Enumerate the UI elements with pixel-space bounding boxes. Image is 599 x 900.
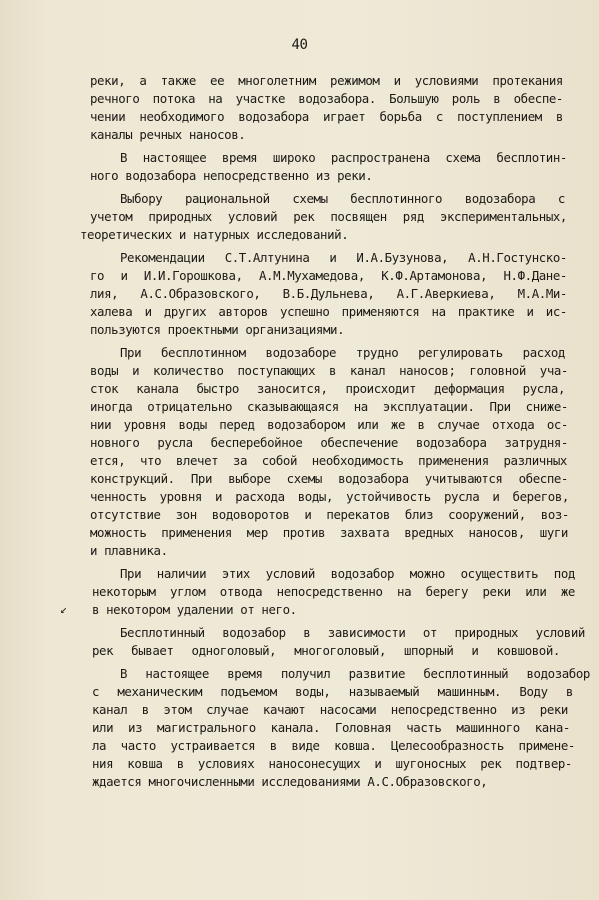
text-line: ждается многочисленными исследованиями А.С.Образовского, (92, 774, 488, 789)
text-line: ла часто устраивается в виде ковша. Целесообразность примене- (92, 738, 575, 753)
text-line: ного водозабора непосредственно из реки. (90, 168, 373, 183)
text-line: некоторым углом отвода непосредственно на берегу реки или же (92, 584, 575, 599)
text-line: В настоящее время широко распространена схема бесплотин- (120, 150, 567, 165)
text-line: воды и количество поступающих в канал наносов; головной уча- (90, 363, 568, 378)
text-line: с механическим подъемом воды, называемый машинным. Воду в (92, 684, 573, 699)
margin-mark: ↙ (60, 602, 67, 616)
text-line: халева и других авторов успешно применяются на практике и ис- (90, 304, 567, 319)
page-number: 40 (291, 37, 308, 53)
text-line: рек бывает одноголовый, многоголовый, шпорный и ковшовой. (92, 643, 560, 658)
text-line: При наличии этих условий водозабор можно осуществить под (120, 566, 575, 581)
text-line: канал в этом случае качают насосами непосредственно из реки (92, 702, 568, 717)
text-line: можность применения мер против захвата вредных наносов, шуги (90, 525, 568, 540)
text-line: и плавника. (90, 543, 168, 558)
text-line: учетом природных условий рек посвящен ряд экспериментальных, (90, 209, 567, 224)
text-line: пользуются проектными организациями. (90, 322, 345, 337)
text-line: теоретических и натурных исследований. (80, 227, 349, 242)
text-line: ния ковша в условиях наносонесущих и шугоносных рек подтвер- (92, 756, 572, 771)
text-line: в некотором удалении от него. (92, 602, 297, 617)
text-line: новного русла бесперебойное обеспечение водозабора затрудня- (90, 435, 568, 450)
text-line: Бесплотинный водозабор в зависимости от природных условий (120, 625, 585, 640)
text-line: лия, А.С.Образовского, В.Б.Дульнева, А.Г.Аверкиева, М.А.Ми- (90, 286, 567, 301)
text-line: го и И.И.Горошкова, А.М.Мухамедова, К.Ф.Артамонова, Н.Ф.Дане- (90, 268, 567, 283)
text-line: чении необходимого водозабора играет борьба с поступлением в (90, 109, 563, 124)
text-line: сток канала быстро заносится, происходит деформация русла, (90, 381, 565, 396)
text-line: или из магистрального канала. Головная часть машинного кана- (92, 720, 570, 735)
text-line: речного потока на участке водозабора. Большую роль в обеспе- (90, 91, 563, 106)
text-line: реки, а также ее многолетним режимом и условиями протекания (90, 73, 563, 88)
text-line: иногда отрицательно сказывающаяся на эксплуатации. При сниже- (90, 399, 568, 414)
text-line: При бесплотинном водозаборе трудно регулировать расход (120, 345, 565, 360)
text-line: Рекомендации С.Т.Алтунина и И.А.Бузунова, А.Н.Гостунско- (120, 250, 567, 265)
text-line: каналы речных наносов. (90, 127, 246, 142)
text-line: В настоящее время получил развитие бесплотинный водозабор (120, 666, 590, 681)
text-line: ется, что влечет за собой необходимость применения различных (90, 453, 567, 468)
text-line: отсутствие зон водоворотов и перекатов близ сооружений, воз- (90, 507, 569, 522)
text-line: нии уровня воды перед водозабором или же в случае отхода ос- (90, 417, 568, 432)
text-line: конструкций. При выборе схемы водозабора учитываются обеспе- (90, 471, 568, 486)
text-line: Выбору рациональной схемы бесплотинного водозабора с (120, 191, 565, 206)
text-line: ченность уровня и расхода воды, устойчивость русла и берегов, (90, 489, 569, 504)
